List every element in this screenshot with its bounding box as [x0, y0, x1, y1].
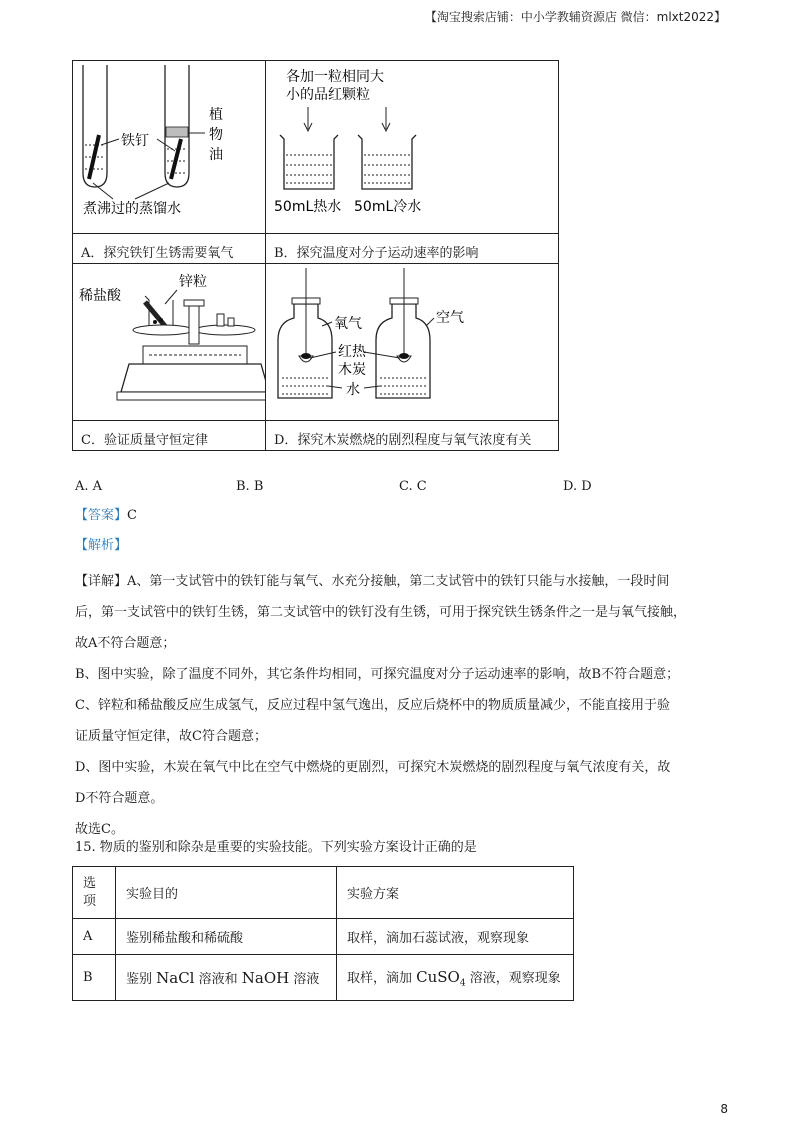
answer-tag: 【答案】 — [75, 508, 128, 523]
figure-a-test-tubes — [73, 61, 265, 229]
label-hydrochloric-acid: 稀盐酸 — [79, 288, 121, 304]
header-purpose: 实验目的 — [116, 867, 337, 919]
row-b-option: B — [73, 955, 116, 1001]
label-charcoal-2: 木炭 — [338, 362, 366, 378]
figure-c-cell — [73, 264, 266, 421]
table-row — [73, 955, 574, 1001]
row-a-purpose: 鉴别稀盐酸和稀硫酸 — [116, 919, 337, 955]
figure-d-cell — [266, 264, 559, 421]
table-header-row — [73, 867, 574, 919]
label-oil-3: 油 — [209, 147, 223, 163]
experiment-figure-table — [72, 60, 559, 451]
row-a-option: A — [73, 919, 116, 955]
figure-d-bottles — [266, 264, 558, 416]
figure-c-balance — [73, 264, 265, 416]
answer-line — [75, 506, 735, 526]
explanation-line: 故A不符合题意； — [75, 636, 176, 651]
option-b[interactable]: B. B — [236, 479, 264, 494]
detail-tag: 【详解】 — [75, 574, 128, 589]
option-d[interactable]: D. D — [563, 479, 592, 494]
label-water: 水 — [346, 382, 360, 398]
explanation-line: B、图中实验，除了温度不同外，其它条件均相同，可探究温度对分子运动速率的影响，故B不符合题意； — [75, 667, 680, 682]
label-cold-water: 50mL冷水 — [354, 199, 422, 215]
label-iron-nail: 铁钉 — [121, 133, 149, 149]
figure-a-cell — [73, 61, 266, 234]
label-b-top-1: 各加一粒相同大 — [286, 69, 384, 85]
row-b-plan: 取样，滴加 CuSO$_4$ 溶液，观察现象 — [337, 955, 574, 1001]
option-c[interactable]: C. C — [399, 479, 427, 494]
label-oxygen: 氧气 — [334, 316, 362, 332]
answer-value: C — [127, 508, 137, 523]
caption-a: A．探究铁钉生锈需要氧气 — [73, 234, 266, 264]
explanation-line: C、锌粒和稀盐酸反应生成氢气，反应过程中氢气逸出，反应后烧杯中的物质质量减少，不能直接用于验 — [75, 698, 670, 713]
label-hot-water: 50mL热水 — [274, 199, 342, 215]
label-charcoal-1: 红热 — [338, 344, 366, 360]
explanation-line: D不符合题意。 — [75, 791, 164, 806]
explanation-line: 后，第一支试管中的铁钉生锈，第二支试管中的铁钉没有生锈，可用于探究铁生锈条件之一是与氧气接触， — [75, 605, 687, 620]
analysis-tag: 【解析】 — [75, 538, 128, 553]
caption-c: C．验证质量守恒定律 — [73, 421, 266, 451]
figure-b-cell — [266, 61, 559, 234]
label-oil-2: 物 — [209, 127, 223, 143]
header-note: 【淘宝搜索店铺：中小学教辅资源店 微信：mlxt2022】 — [424, 10, 726, 24]
label-air: 空气 — [436, 310, 464, 326]
explanation-line: 故选C。 — [75, 822, 124, 837]
explanation-line: 【详解】A、第一支试管中的铁钉能与氧气、水充分接触，第二支试管中的铁钉只能与水接触，一段时间 — [75, 574, 670, 589]
option-a[interactable]: A. A — [75, 479, 103, 494]
question-15-table — [72, 866, 574, 1001]
header-plan: 实验方案 — [337, 867, 574, 919]
figure-b-beakers — [266, 61, 558, 229]
caption-d: D．探究木炭燃烧的剧烈程度与氧气浓度有关 — [266, 421, 559, 451]
label-oil-1: 植 — [209, 107, 223, 123]
row-a-plan: 取样，滴加石蕊试液，观察现象 — [337, 919, 574, 955]
row-b-purpose: 鉴别 NaCl 溶液和 NaOH 溶液 — [116, 955, 337, 1001]
page-number: 8 — [720, 1102, 728, 1116]
question-15-stem: 15. 物质的鉴别和除杂是重要的实验技能。下列实验方案设计正确的是 — [75, 840, 477, 855]
label-boiled-water: 煮沸过的蒸馏水 — [83, 201, 181, 217]
label-zinc: 锌粒 — [179, 274, 207, 290]
caption-b: B．探究温度对分子运动速率的影响 — [266, 234, 559, 264]
explanation-block — [75, 566, 735, 845]
header-option: 选 项 — [73, 867, 116, 919]
label-b-top-2: 小的品红颗粒 — [286, 87, 370, 103]
explanation-line: D、图中实验，木炭在氧气中比在空气中燃烧的更剧烈，可探究木炭燃烧的剧烈程度与氧气浓度有关，故 — [75, 760, 671, 775]
explanation-line: 证质量守恒定律，故C符合题意； — [75, 729, 267, 744]
table-row — [73, 919, 574, 955]
